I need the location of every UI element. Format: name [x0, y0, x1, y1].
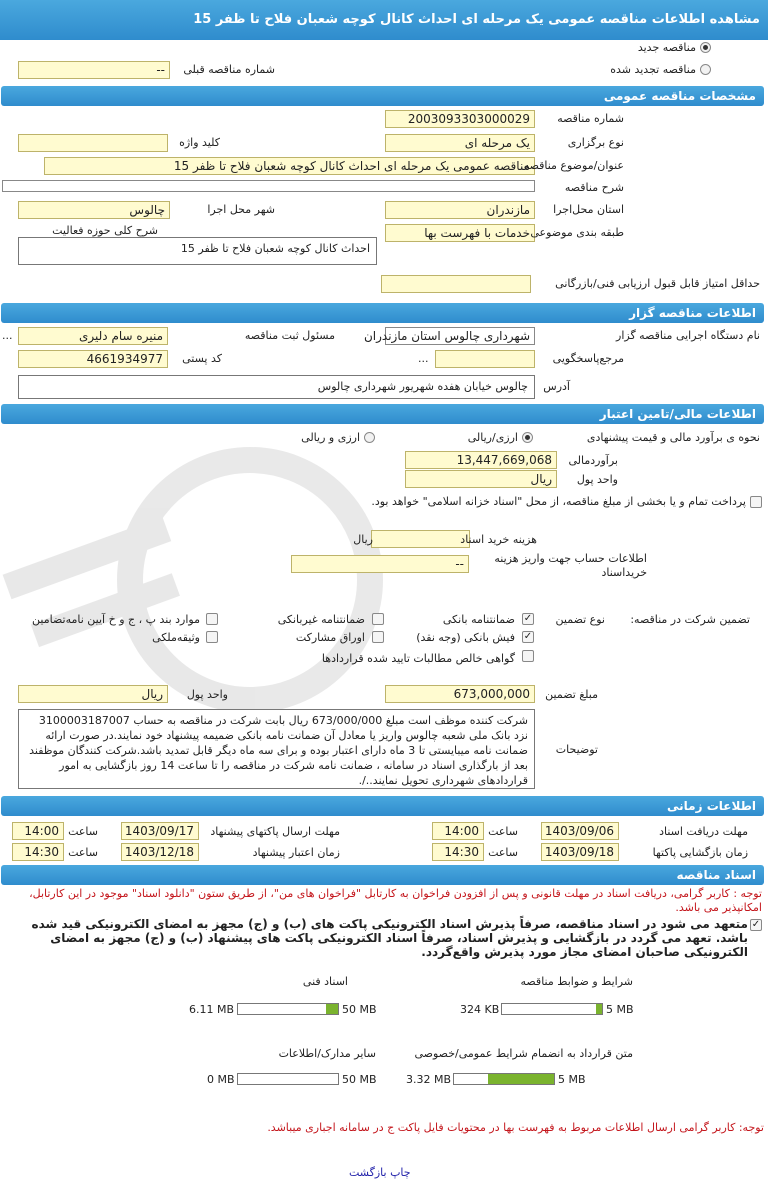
holding-type-field: یک مرحله ای	[385, 134, 535, 152]
reference-more[interactable]: ...	[418, 352, 429, 365]
treasury-checkbox[interactable]	[750, 496, 762, 508]
province-label: استان محل‌اجرا	[553, 203, 624, 216]
keyword-field	[18, 134, 168, 152]
file-label-contract: متن قرارداد به انضمام شرایط عمومی/خصوصی	[414, 1047, 633, 1060]
guarantee-type-label: نوع تضمین	[555, 613, 605, 626]
doc-cost-label: هزینه خرید اسناد	[460, 533, 537, 546]
open-hour-label: ساعت	[488, 846, 518, 859]
footer-links	[349, 1166, 411, 1180]
previous-tender-field: --	[18, 61, 170, 79]
article-guarantee-label: موارد بند پ ، ج و خ آیین نامه‌تضامین	[32, 613, 200, 626]
guarantee-notes-box: شرکت کننده موظف است مبلغ 673/000/000 ریال بابت شرکت در مناقصه به حساب 3100003187007 نزد بانک ملی شعبه چالوس واریز یا معادل آن ضمانت نامه بانکی ضمیمه پیشنهاد خود نمایند.در صورت ارائه ضمانت نامه میبایستی تا 3 ماه دارای اعتبار بوده و برای سه ماه دیگر قابل تمدید باشد.شرکت کنندگان موظفند بعد از بارگذاری اسناد در سامانه ، ضمانت نامه شرکت در مناقصه را تا ساعت 14 روز بازگشایی به امور قراردادهای شهرداری تحویل نمایند../.	[18, 709, 535, 789]
doc-receive-label: مهلت دریافت اسناد	[659, 825, 748, 838]
validity-date: 1403/12/18	[121, 843, 199, 861]
province-field: مازندران	[385, 201, 535, 219]
category-field: خدمات با فهرست بها	[385, 224, 535, 242]
estimate-field: 13,447,669,068	[405, 451, 557, 469]
new-tender-label: مناقصه جدید	[637, 41, 696, 54]
footer-note: توجه: کاربر گرامی ارسال اطلاعات مربوط به فهرست بها در محتویات فایل پاکت ج در سامانه اجباری میباشد.	[267, 1121, 764, 1134]
submit-label: مهلت ارسال پاکتهای پیشنهاد	[210, 825, 340, 838]
file-label-terms: شرایط و ضوابط مناقصه	[520, 975, 633, 988]
registrar-more[interactable]: ...	[2, 329, 13, 342]
registrar-label: مسئول ثبت مناقصه	[244, 329, 335, 342]
file-size-contract: 3.32 MB	[406, 1073, 452, 1086]
bank-check-checkbox[interactable]: ✓	[523, 631, 533, 642]
bank-guarantee-label: ضمانتنامه بانکی	[442, 613, 515, 626]
radio-renewed-tender[interactable]	[700, 64, 711, 75]
section-docs-header: اسناد مناقصه	[1, 865, 764, 885]
tender-number-field: 2003093303000029	[385, 110, 535, 128]
page-title: مشاهده اطلاعات مناقصه عمومی یک مرحله ای احداث کانال کوچه شعبان فلاح تا ظفر 15	[0, 0, 768, 40]
doc-receive-date: 1403/09/06	[541, 822, 619, 840]
address-label: آدرس	[543, 380, 570, 393]
address-box: چالوس خیابان هفده شهریور شهرداری چالوس	[18, 375, 535, 399]
renewed-tender-label: مناقصه تجدید شده	[610, 63, 696, 76]
min-score-label: حداقل امتیاز قابل قبول ارزیابی فنی/بازرگانی	[555, 277, 760, 290]
account-field: --	[291, 555, 469, 573]
file-fill-technical	[326, 1004, 338, 1014]
commit-text: متعهد می شود در اسناد مناقصه، صرفاً پذیرش اسناد الکترونیکی پاکت های (ب) و (ج) مجهز به امضای الکترونیکی قید شده باشد. تعهد می گردد در بازگشایی و پذیرش اسناد، صرفاً اسناد الکترونیکی پاکت های پیشنهاد (ب) و (ج) مجهز به امضای الکترونیکی صاحبان امضای مجاز مورد پذیرش واقع‌گردد.	[31, 917, 748, 959]
validity-time: 14:30	[12, 843, 64, 861]
open-time: 14:30	[432, 843, 484, 861]
bonds-label: اوراق مشارکت	[295, 631, 365, 644]
section-timing-header: اطلاعات زمانی	[1, 796, 764, 816]
guarantee-amount-field: 673,000,000	[385, 685, 535, 703]
nonbank-guarantee-label: ضمانتنامه غیربانکی	[277, 613, 365, 626]
holding-type-label: نوع برگزاری	[567, 136, 624, 149]
doc-receive-hour-label: ساعت	[488, 825, 518, 838]
activity-box: احداث کانال کوچه شعبان فلاح تا ظفر 15	[18, 237, 377, 265]
docs-notice: توجه : کاربر گرامی، دریافت اسناد در مهلت قانونی و پس از افزودن فراخوان به کارتابل "فراخوان های من"، از طریق ستون "دانلود اسناد" موجود در این کارتابل، امکانپذیر می باشد.	[29, 887, 762, 914]
organization-label: نام دستگاه اجرایی مناقصه گزار	[616, 329, 760, 342]
radio-fx[interactable]	[364, 432, 375, 443]
min-score-field	[381, 275, 531, 293]
section-organizer-header: اطلاعات مناقصه گزار	[1, 303, 764, 323]
file-progress-terms	[501, 1003, 603, 1015]
registrar-field: منیره سام دلیری	[18, 327, 168, 345]
radio-rial[interactable]	[522, 432, 533, 443]
bank-check-label: فیش بانکی (وجه نقد)	[416, 631, 515, 644]
bank-guarantee-checkbox[interactable]: ✓	[523, 613, 533, 624]
watermark-logo	[0, 430, 330, 720]
article-guarantee-checkbox[interactable]	[206, 613, 218, 625]
open-date: 1403/09/18	[541, 843, 619, 861]
print-link[interactable]: چاپ	[390, 1166, 411, 1179]
file-label-technical: اسناد فنی	[302, 975, 348, 988]
guarantee-amount-label: مبلغ تضمین	[545, 688, 598, 701]
claims-label: گواهی خالص مطالبات تایید شده قراردادها	[321, 652, 515, 665]
city-label: شهر محل اجرا	[207, 203, 275, 216]
claims-checkbox[interactable]	[522, 650, 534, 662]
treasury-text: پرداخت تمام و یا بخشی از مبلغ مناقصه، از محل "اسناد خزانه اسلامی" خواهد بود.	[371, 495, 746, 508]
currency-field: ریال	[405, 470, 557, 488]
property-label: وثیقه‌ملکی	[152, 631, 200, 644]
doc-receive-time: 14:00	[432, 822, 484, 840]
file-size-other: 0 MB	[207, 1073, 235, 1086]
file-fill-contract	[488, 1074, 554, 1084]
subject-field: مناقصه عمومی یک مرحله ای احداث کانال کوچه شعبان فلاح تا ظفر 15	[44, 157, 535, 175]
submit-hour-label: ساعت	[68, 825, 98, 838]
file-progress-technical	[237, 1003, 339, 1015]
city-field: چالوس	[18, 201, 170, 219]
postal-code-field: 4661934977	[18, 350, 168, 368]
file-max-technical: 50 MB	[342, 1003, 377, 1016]
participation-guarantee-label: تضمین شرکت در مناقصه:	[630, 613, 750, 626]
property-checkbox[interactable]	[206, 631, 218, 643]
section-finance-header: اطلاعات مالی/تامین اعتبار	[1, 404, 764, 424]
section-general-header: مشخصات مناقصه عمومی	[1, 86, 764, 106]
submit-date: 1403/09/17	[121, 822, 199, 840]
guarantee-notes-label: توضیحات	[555, 743, 598, 756]
tender-number-label: شماره مناقصه	[557, 112, 624, 125]
file-progress-contract	[453, 1073, 555, 1085]
file-size-terms: 324 KB	[460, 1003, 500, 1016]
currency-label: واحد پول	[576, 473, 618, 486]
organization-field: شهرداری چالوس استان مازندران	[385, 327, 535, 345]
file-size-technical: 6.11 MB	[189, 1003, 235, 1016]
open-label: زمان بازگشایی پاکتها	[652, 846, 748, 859]
doc-cost-unit: ریال	[353, 533, 373, 546]
reference-field	[435, 350, 535, 368]
keyword-label: کلید واژه	[179, 136, 220, 149]
activity-label: شرح کلی حوزه فعالیت	[52, 224, 158, 237]
bonds-checkbox[interactable]	[372, 631, 384, 643]
file-fill-terms	[596, 1004, 602, 1014]
doc-cost-field	[371, 530, 470, 548]
estimate-label: برآوردمالی	[568, 454, 618, 467]
submit-time: 14:00	[12, 822, 64, 840]
validity-hour-label: ساعت	[68, 846, 98, 859]
file-max-terms: 5 MB	[606, 1003, 634, 1016]
radio-new-tender[interactable]	[700, 42, 711, 53]
file-max-other: 50 MB	[342, 1073, 377, 1086]
description-field	[2, 180, 535, 192]
category-label: طبقه بندی موضوعی	[530, 226, 624, 239]
postal-code-label: کد پستی	[182, 352, 222, 365]
validity-label: زمان اعتبار پیشنهاد	[252, 846, 340, 859]
estimate-method-label: نحوه ی برآورد مالی و قیمت پیشنهادی	[586, 431, 760, 444]
file-max-contract: 5 MB	[558, 1073, 586, 1086]
back-link[interactable]: بازگشت	[349, 1166, 387, 1179]
guarantee-currency-field: ریال	[18, 685, 168, 703]
radio-rial-label: ارزی/ریالی	[467, 431, 518, 444]
subject-label: عنوان/موضوع مناقصه	[523, 159, 624, 172]
description-label: شرح مناقصه	[564, 181, 624, 194]
reference-label: مرجع‌پاسخگویی	[552, 352, 624, 365]
commit-checkbox[interactable]: ✓	[751, 919, 761, 930]
previous-tender-label: شماره مناقصه قبلی	[183, 63, 275, 76]
file-progress-other	[237, 1073, 339, 1085]
file-label-other: سایر مدارک/اطلاعات	[278, 1047, 376, 1060]
guarantee-currency-label: واحد پول	[186, 688, 228, 701]
nonbank-guarantee-checkbox[interactable]	[372, 613, 384, 625]
account-label: اطلاعات حساب جهت واریز هزینه خریداسناد	[494, 552, 647, 579]
radio-fx-label: ارزی و ریالی	[301, 431, 360, 444]
